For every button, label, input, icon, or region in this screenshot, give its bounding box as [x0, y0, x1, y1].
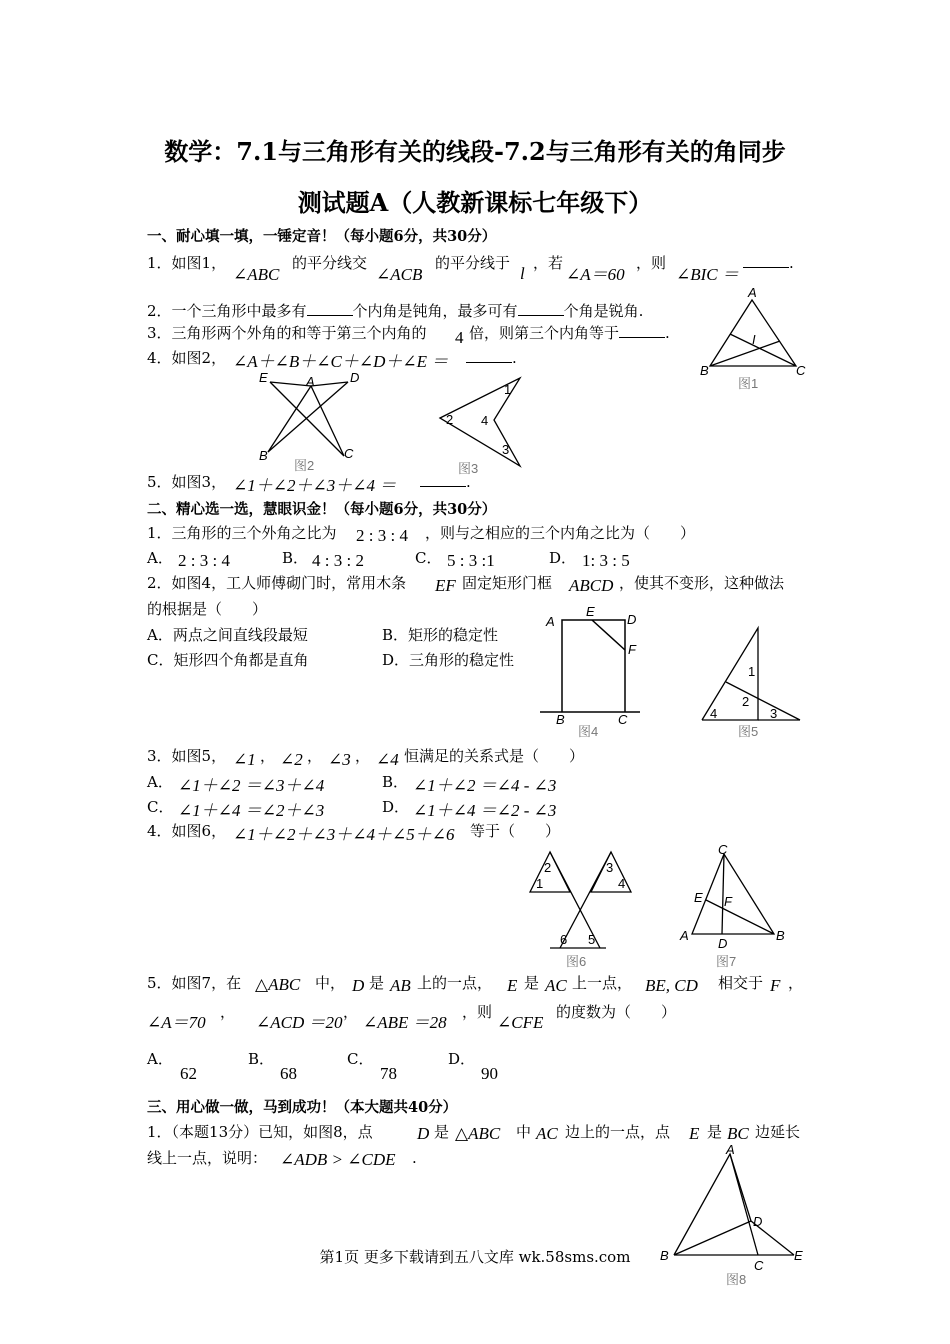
s1-q3-text-a: 3．三角形两个外角的和等于第三个内角的	[147, 324, 427, 342]
s2-q1-option-d: 1: 3 : 5	[582, 551, 630, 570]
fig2-label-b: B	[259, 448, 268, 463]
s2-q4-math: ∠1＋∠2＋∠3＋∠4＋∠5＋∠6	[233, 825, 455, 844]
s2-q5-option-d-label: D．	[448, 1050, 476, 1068]
s1-q1-math-bic: ∠BIC ＝	[676, 265, 739, 284]
s2-q3-option-a-label: A．	[147, 773, 173, 791]
s2-q3-angle3: ∠3	[328, 750, 351, 769]
s2-q5-text-g: 相交于	[718, 974, 764, 992]
fig5-label-1: 1	[748, 664, 756, 679]
s2-q2-option-a: A．两点之间直线段最短	[147, 626, 308, 644]
fig5-label-2: 2	[742, 694, 750, 709]
fig7-label-d: D	[718, 936, 728, 951]
s2-q5-option-a-label: A．	[147, 1050, 173, 1068]
s2-q3-option-b-label: B．	[382, 773, 409, 791]
s2-q3-sep3: ，	[355, 747, 371, 765]
s1-q1-math-abc: ∠ABC	[233, 265, 280, 284]
s2-q2-math-ef: EF	[435, 576, 456, 595]
s3-q1-end: .	[412, 1149, 417, 1167]
s2-q5-math-f: F	[770, 976, 781, 995]
fig7-label-c: C	[718, 842, 728, 857]
fig6-label-2: 2	[544, 860, 552, 875]
fig6-label-3: 3	[606, 860, 614, 875]
s2-q1-text-b: ，则与之相应的三个内角之比为（ ）	[425, 524, 696, 542]
s2-q5-text-c: 是	[369, 974, 385, 992]
s1-q2: 2．一个三角形中最多有 个内角是钝角，最多可有 个角是锐角.	[147, 302, 644, 320]
fig7-label-f: F	[724, 894, 732, 909]
s1-q5-text: 5．如图3，	[147, 473, 227, 491]
fig1-caption: 图1	[738, 376, 759, 391]
figure-7	[678, 844, 793, 970]
fig8-label-b: B	[660, 1248, 669, 1263]
s2-q5-math-be-cd: BE, CD	[645, 976, 698, 995]
s3-q1-text-c: 中	[516, 1123, 532, 1141]
s2-q2-option-b: B．矩形的稳定性	[382, 626, 499, 644]
fig4-label-c: C	[618, 712, 628, 727]
figure-3	[432, 372, 532, 476]
s2-q5-text-h: ，	[788, 974, 804, 992]
fig6-label-5: 5	[588, 932, 596, 947]
fig5-label-3: 3	[770, 706, 778, 721]
fig6-label-4: 4	[618, 876, 626, 891]
s3-q1-text-a: 1．（本题13分）已知，如图8，点	[147, 1123, 373, 1141]
section1-heading: 一、耐心填一填，一锤定音！（每小题6分，共30分）	[147, 228, 497, 245]
fig3-label-4: 4	[481, 413, 489, 428]
s2-q5-option-a: 62	[180, 1064, 197, 1083]
fig1-label-b: B	[700, 363, 709, 378]
s2-q5-text-i: ，	[220, 1003, 236, 1021]
fig5-label-4: 4	[710, 706, 718, 721]
s3-q1-math-inequality: ∠ADB > ∠CDE	[280, 1150, 396, 1169]
s3-q1-math-bc: BC	[727, 1124, 749, 1143]
s1-q1-math-acb: ∠ACB	[376, 265, 423, 284]
page-title-line1: 数学：7.1与三角形有关的线段-7.2与三角形有关的角同步	[164, 137, 786, 166]
s2-q5-text-e: 是	[524, 974, 540, 992]
s1-q4-blank: .	[466, 348, 517, 368]
fig3-label-1: 1	[504, 382, 512, 397]
figure-5	[698, 624, 806, 740]
s2-q3-text-a: 3．如图5，	[147, 747, 227, 765]
fig7-label-e: E	[694, 890, 703, 905]
s2-q5-option-b: 68	[280, 1064, 297, 1083]
s2-q3-option-d-label: D．	[382, 798, 410, 816]
fig4-label-a: A	[546, 614, 555, 629]
fig4-label-d: D	[627, 612, 637, 627]
fig1-label-c: C	[796, 363, 806, 378]
s2-q1-option-c: 5 : 3 :1	[447, 551, 495, 570]
s2-q5-math-acd: ∠ACD ＝20	[256, 1013, 343, 1032]
fig3-caption: 图3	[458, 461, 479, 476]
s3-q1-text-e: 是	[707, 1123, 723, 1141]
s2-q1-option-b: 4 : 3 : 2	[312, 551, 364, 570]
s2-q3-option-a: ∠1＋∠2 ＝∠3＋∠4	[178, 776, 325, 795]
s1-q1-text-c: 的平分线于	[435, 254, 511, 272]
s2-q3-option-b: ∠1＋∠2 ＝∠4 - ∠3	[413, 776, 557, 795]
fig6-label-1: 1	[536, 876, 544, 891]
s2-q4-text-a: 4．如图6，	[147, 822, 227, 840]
s2-q3-angle4: ∠4	[376, 750, 399, 769]
s2-q5-text-b: 中，	[315, 974, 346, 992]
fig4-label-f: F	[628, 642, 636, 657]
s3-q1-math-d: D	[417, 1124, 430, 1143]
s2-q2-math-abcd: ABCD	[569, 576, 614, 595]
s2-q1-option-a-label: A．	[147, 549, 173, 567]
s2-q5-math-e: E	[507, 976, 518, 995]
s2-q5-option-c-label: C．	[347, 1050, 374, 1068]
s1-q1-text-e: ，则	[636, 254, 667, 272]
s3-q1-math-ac: AC	[536, 1124, 558, 1143]
s2-q5-text-j: ，	[343, 1003, 359, 1021]
s2-q5-math-ab: AB	[390, 976, 411, 995]
fig1-label-i: I	[752, 332, 756, 347]
s1-q1-math-l: l	[520, 264, 525, 283]
figure-4	[540, 604, 650, 738]
s3-q1-line2: 线上一点，说明：	[147, 1149, 268, 1167]
fig5-caption: 图5	[738, 724, 759, 739]
s2-q3-sep2: ，	[307, 747, 323, 765]
s2-q4-text-b: 等于（ ）	[470, 822, 561, 840]
fig2-label-c: C	[344, 446, 354, 461]
s2-q2-text-b: 固定矩形门框	[462, 574, 553, 592]
s2-q5-text-a: 5．如图7，在	[147, 974, 242, 992]
s3-q1-text-b: 是	[434, 1123, 450, 1141]
fig2-label-d: D	[350, 370, 360, 385]
fig8-label-a: A	[726, 1142, 735, 1157]
fig4-label-b: B	[556, 712, 565, 727]
s1-q1-math-a60: ∠A＝60	[566, 265, 625, 284]
section2-heading: 二、精心选一选，慧眼识金！（每小题6分，共30分）	[147, 501, 497, 518]
s2-q5-option-d: 90	[481, 1064, 498, 1083]
s1-q3-text-b: 倍，则第三个内角等于 .	[469, 324, 670, 342]
s2-q5-text-l: 的度数为（ ）	[556, 1003, 677, 1021]
s2-q2-option-d: D．三角形的稳定性	[382, 651, 515, 669]
figure-6	[526, 848, 641, 970]
s2-q5-math-cfe: ∠CFE	[497, 1013, 544, 1032]
fig8-caption: 图8	[726, 1272, 747, 1287]
s1-q5-blank: .	[420, 472, 471, 492]
s2-q1-ratio: 2 : 3 : 4	[356, 526, 408, 545]
s2-q1-option-b-label: B．	[282, 549, 309, 567]
fig6-label-6: 6	[560, 932, 568, 947]
fig7-label-b: B	[776, 928, 785, 943]
s3-q1-math-e: E	[689, 1124, 700, 1143]
s2-q2-text-c: ，使其不变形，这种做法	[619, 574, 785, 592]
s2-q3-text-b: 恒满足的关系式是（ ）	[404, 747, 585, 765]
fig7-label-a: A	[680, 928, 689, 943]
s2-q5-math-abe: ∠ABE ＝28	[363, 1013, 447, 1032]
fig2-caption: 图2	[294, 458, 315, 473]
figure-2	[256, 368, 371, 476]
fig4-label-e: E	[586, 604, 595, 619]
s2-q5-option-b-label: B．	[248, 1050, 275, 1068]
s2-q3-option-c: ∠1＋∠4 ＝∠2＋∠3	[178, 801, 325, 820]
s2-q2-line2: 的根据是（ ）	[147, 600, 268, 618]
s3-q1-math-abc: △ABC	[455, 1124, 501, 1143]
s2-q3-sep1: ，	[260, 747, 276, 765]
fig7-caption: 图7	[716, 954, 737, 969]
section3-heading: 三、用心做一做，马到成功！（本大题共40分）	[147, 1099, 458, 1116]
s3-q1-text-f: 边延长	[755, 1123, 801, 1141]
fig8-label-c: C	[754, 1258, 764, 1273]
s2-q1-text-a: 1．三角形的三个外角之比为	[147, 524, 337, 542]
s1-q5-math: ∠1＋∠2＋∠3＋∠4 ＝	[233, 476, 397, 495]
s1-q4-math: ∠A＋∠B＋∠C＋∠D＋∠E ＝	[233, 352, 449, 371]
s1-q1-answer-blank: .	[743, 253, 794, 273]
s1-q3-math-4: 4	[455, 328, 464, 347]
s1-q1-text-a: 1．如图1，	[147, 254, 227, 272]
s2-q5-text-k: ，则	[462, 1003, 493, 1021]
s2-q2-text-a: 2．如图4，工人师傅砌门时，常用木条	[147, 574, 407, 592]
s2-q5-math-ac: AC	[545, 976, 567, 995]
s1-q1-text-b: 的平分线交	[292, 254, 368, 272]
fig8-label-e: E	[794, 1248, 803, 1263]
s2-q5-text-d: 上的一点，	[417, 974, 493, 992]
page-title-line2: 测试题A（人教新课标七年级下）	[297, 188, 653, 217]
s2-q1-option-a: 2 : 3 : 4	[178, 551, 230, 570]
s2-q3-option-d: ∠1＋∠4 ＝∠2 - ∠3	[413, 801, 557, 820]
s1-q4-text: 4．如图2，	[147, 349, 227, 367]
fig2-label-a: A	[306, 374, 315, 389]
s2-q5-math-d: D	[352, 976, 365, 995]
fig8-label-d: D	[753, 1214, 763, 1229]
fig3-label-3: 3	[502, 442, 510, 457]
s2-q5-math-abc: △ABC	[255, 975, 301, 994]
s2-q5-math-a70: ∠A＝70	[147, 1013, 206, 1032]
fig4-caption: 图4	[578, 724, 599, 739]
fig3-label-2: 2	[446, 412, 454, 427]
fig6-caption: 图6	[566, 954, 587, 969]
figure-1	[700, 285, 810, 391]
s2-q1-option-d-label: D．	[549, 549, 577, 567]
fig2-label-e: E	[259, 370, 268, 385]
s2-q1-option-c-label: C．	[415, 549, 442, 567]
s3-q1-text-d: 边上的一点，点	[565, 1123, 671, 1141]
s2-q3-option-c-label: C．	[147, 798, 174, 816]
s2-q5-option-c: 78	[380, 1064, 397, 1083]
s1-q1-text-d: ，若	[533, 254, 564, 272]
s2-q3-angle2: ∠2	[280, 750, 303, 769]
fig1-label-a: A	[748, 285, 757, 300]
page-footer: 第1页 更多下载请到五八文库 wk.58sms.com	[319, 1248, 631, 1266]
s2-q5-text-f: 上一点，	[572, 974, 633, 992]
s2-q2-option-c: C．矩形四个角都是直角	[147, 651, 309, 669]
s2-q3-angle1: ∠1	[233, 750, 256, 769]
